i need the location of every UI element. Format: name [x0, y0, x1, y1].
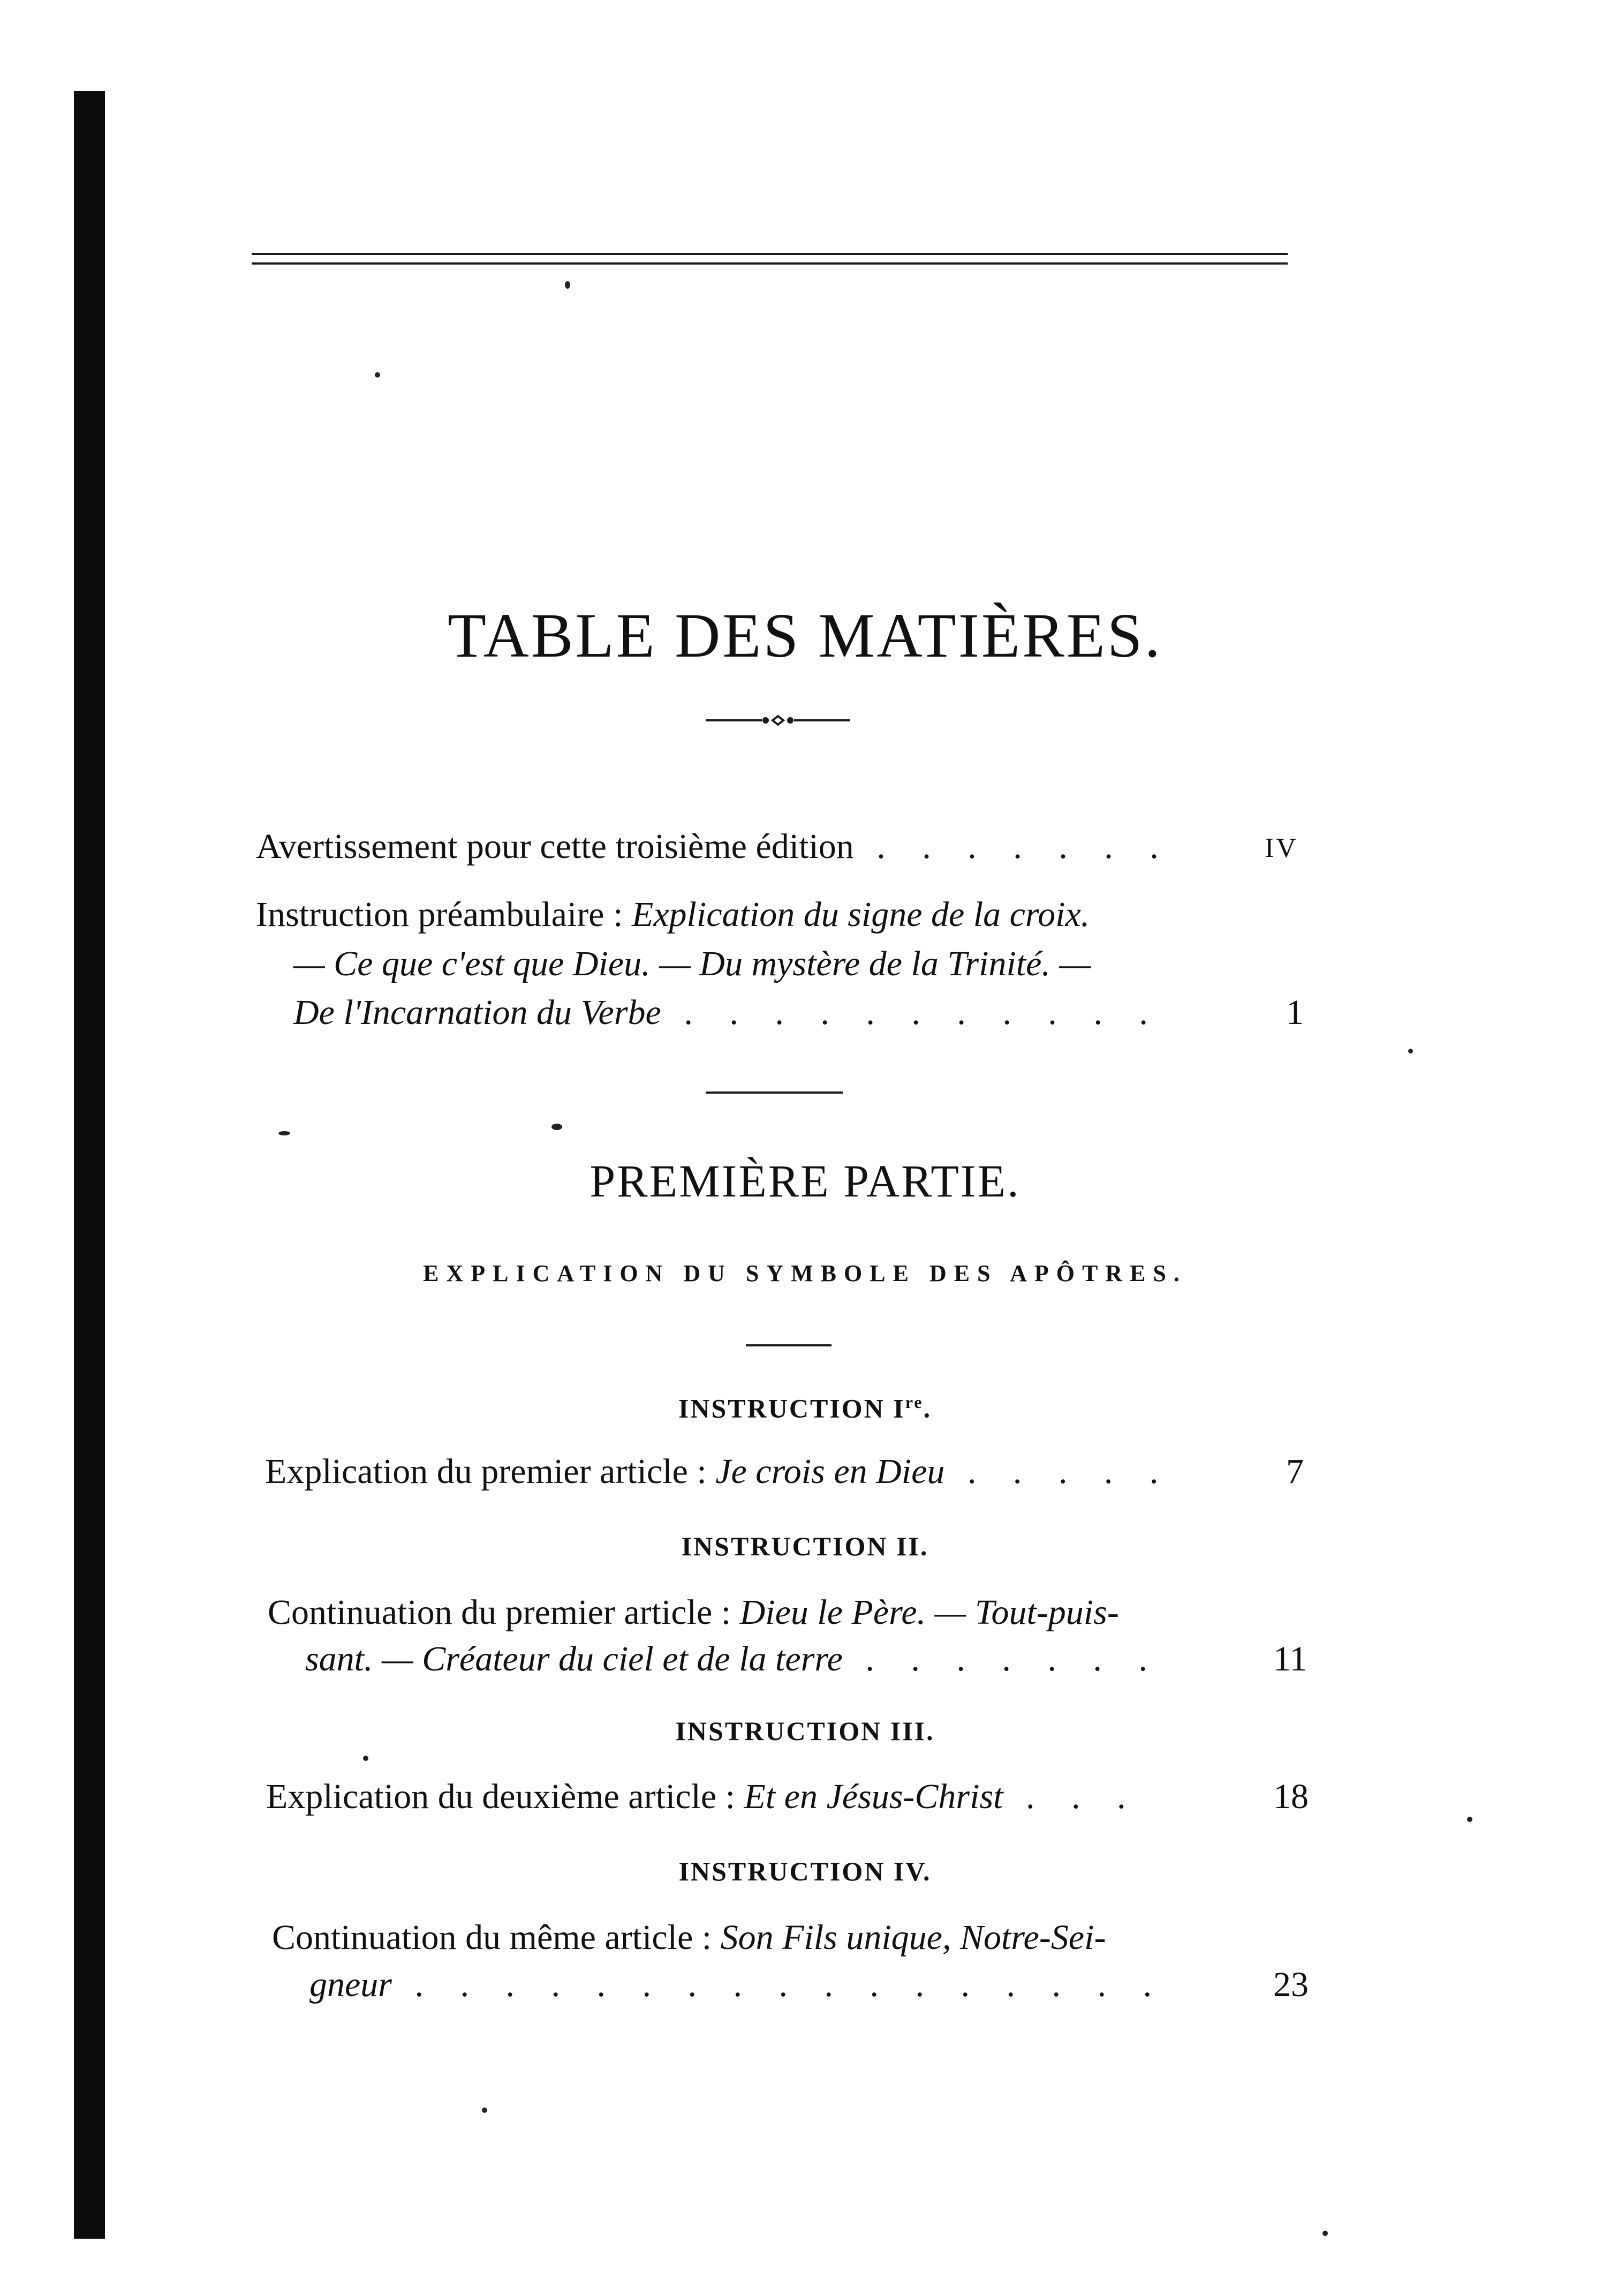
- toc-entry-text: Explication du deuxième article :: [266, 1777, 744, 1816]
- leader-dots: . . .: [1003, 1777, 1140, 1816]
- scan-speck: [551, 1124, 562, 1130]
- toc-entry-text: Avertissement pour cette troisième édition: [256, 827, 854, 866]
- toc-entry-text: Instruction préambulaire :: [256, 895, 632, 934]
- part-title: PREMIÈRE PARTIE.: [589, 1155, 1021, 1207]
- page-number: IV: [1265, 833, 1298, 863]
- toc-entry-line: [268, 1595, 1119, 1630]
- instruction-heading: [0, 1531, 1610, 1562]
- toc-entry-text: Continuation du premier article :: [268, 1593, 740, 1632]
- part-subtitle: EXPLICATION DU SYMBOLE DES APÔTRES.: [423, 1260, 1187, 1286]
- instruction-heading-sup: re: [905, 1392, 924, 1412]
- toc-entry-line: [256, 829, 1173, 864]
- leader-dots: . . . . . . . . . . .: [661, 993, 1162, 1032]
- toc-entry-italic-text: Je crois en Dieu: [715, 1452, 945, 1491]
- page-number: 11: [1273, 1639, 1307, 1678]
- leader-dots: . . . . . . .: [853, 827, 1173, 866]
- toc-entry-line: [256, 897, 1090, 932]
- toc-entry-line: [293, 995, 1162, 1030]
- toc-entry-italic-text: Son Fils unique, Notre-Sei-: [720, 1918, 1106, 1957]
- scan-speck: [1467, 1817, 1472, 1822]
- page-number: 1: [1286, 993, 1304, 1032]
- instruction-heading: [0, 1856, 1610, 1887]
- instruction-heading-end: .: [923, 1393, 932, 1424]
- page-number: 23: [1273, 1965, 1309, 2004]
- toc-entry-line: [293, 946, 1091, 982]
- part-divider: [746, 1344, 832, 1346]
- page-number: 18: [1273, 1777, 1309, 1816]
- instruction-heading-text: INSTRUCTION I: [678, 1393, 905, 1424]
- instruction-heading: [0, 1392, 1610, 1424]
- scan-speck: [363, 1756, 368, 1761]
- toc-entry-italic-text: sant. — Créateur du ciel et de la terre: [305, 1639, 843, 1678]
- toc-entry-line: [265, 1454, 1172, 1489]
- toc-entry-line: [266, 1779, 1139, 1815]
- instruction-heading-text: INSTRUCTION IV.: [678, 1856, 932, 1886]
- toc-entry-line: [309, 1967, 1166, 2003]
- page-title: TABLE DES MATIÈRES.: [447, 600, 1163, 671]
- toc-entry-italic-text: De l'Incarnation du Verbe: [293, 993, 661, 1032]
- leader-dots: . . . . . . .: [842, 1639, 1161, 1678]
- toc-entry-line: [305, 1639, 1161, 1678]
- toc-entry-italic-text: — Ce que c'est que Dieu. — Du mystère de la Trinité. —: [293, 944, 1091, 983]
- top-double-rule-lower: [252, 262, 1288, 265]
- toc-entry-italic-text: gneur: [309, 1965, 392, 2004]
- leader-dots: . . . . .: [944, 1452, 1173, 1491]
- toc-entry-italic-text: Dieu le Père. — Tout-puis-: [739, 1593, 1119, 1632]
- instruction-heading-text: INSTRUCTION III.: [675, 1716, 935, 1746]
- instruction-heading-text: INSTRUCTION II.: [681, 1531, 929, 1561]
- top-double-rule: [252, 253, 1288, 255]
- section-divider: [706, 1091, 843, 1094]
- scan-speck: [1322, 2231, 1328, 2236]
- leader-dots: . . . . . . . . . . . . . . . . .: [391, 1965, 1166, 2004]
- instruction-heading: [0, 1715, 1610, 1747]
- toc-entry-italic-text: Et en Jésus-Christ: [744, 1777, 1003, 1816]
- scan-speck: [565, 281, 570, 289]
- page-number: 7: [1286, 1452, 1304, 1491]
- ornament-divider-icon: [706, 710, 850, 731]
- scan-speck: [482, 2107, 487, 2113]
- scan-speck: [375, 372, 380, 378]
- toc-entry-text: Explication du premier article :: [265, 1452, 716, 1491]
- scan-speck: [1408, 1049, 1413, 1053]
- toc-entry-line: [272, 1920, 1106, 1955]
- scan-speck: [278, 1131, 290, 1135]
- toc-entry-text: Continuation du même article :: [272, 1918, 721, 1957]
- toc-entry-italic-text: Explication du signe de la croix.: [631, 895, 1090, 934]
